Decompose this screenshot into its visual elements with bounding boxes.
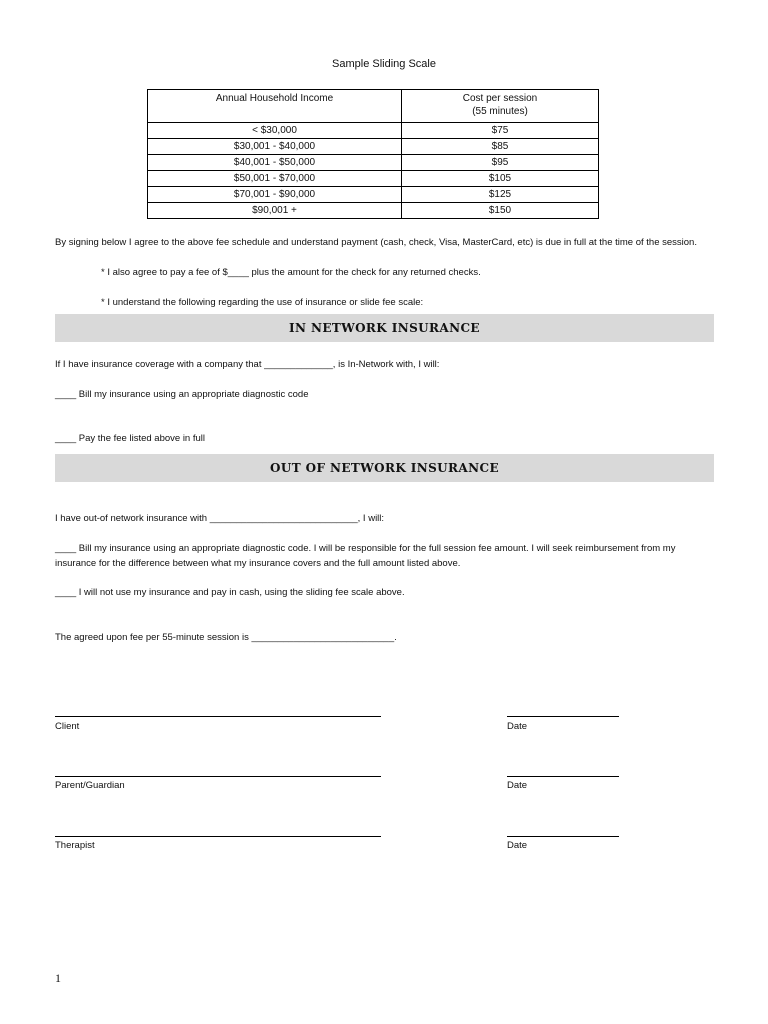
agreement-statement: By signing below I agree to the above fee schedule and understand payment (cash, check, Visa, MasterCard, etc) is due in full at the time of the session. [55, 237, 697, 248]
cost-cell: $125 [402, 187, 599, 203]
in-network-option-bill[interactable]: ____ Bill my insurance using an appropriate diagnostic code [55, 389, 309, 400]
cost-cell: $150 [402, 203, 599, 219]
guardian-label: Parent/Guardian [55, 780, 125, 791]
therapist-label: Therapist [55, 840, 95, 851]
returned-check-clause[interactable]: * I also agree to pay a fee of $____ plus the amount for the check for any returned checks. [101, 267, 481, 278]
cost-cell: $85 [402, 139, 599, 155]
income-cell: < $30,000 [148, 123, 402, 139]
table-row [148, 155, 599, 171]
client-date-line[interactable] [507, 716, 619, 717]
table-header-row [148, 90, 599, 123]
income-column-header: Annual Household Income [148, 90, 402, 123]
in-network-intro[interactable]: If I have insurance coverage with a company that _____________, is In-Network with, I will: [55, 359, 440, 370]
cost-cell: $105 [402, 171, 599, 187]
out-network-intro[interactable]: I have out-of network insurance with ____________________________, I will: [55, 513, 385, 524]
therapist-date-label: Date [507, 840, 528, 851]
guardian-date-label: Date [507, 780, 528, 791]
insurance-intro: * I understand the following regarding the use of insurance or slide fee scale: [101, 297, 424, 308]
income-cell: $40,001 - $50,000 [148, 155, 402, 171]
income-cell: $30,001 - $40,000 [148, 139, 402, 155]
client-date-label: Date [507, 721, 528, 732]
therapist-date-line[interactable] [507, 836, 619, 837]
cost-header-line1: Cost per session [462, 93, 538, 104]
income-cell: $70,001 - $90,000 [148, 187, 402, 203]
out-network-option-cash[interactable]: ____ I will not use my insurance and pay in cash, using the sliding fee scale above. [55, 587, 405, 598]
client-label: Client [55, 721, 80, 732]
agreed-fee-line[interactable]: The agreed upon fee per 55-minute session is ___________________________. [55, 632, 397, 643]
in-network-heading: IN NETWORK INSURANCE [55, 314, 714, 342]
client-signature-line[interactable] [55, 716, 381, 717]
therapist-signature-line[interactable] [55, 836, 381, 837]
income-cell: $50,001 - $70,000 [148, 171, 402, 187]
cost-cell: $75 [402, 123, 599, 139]
sliding-scale-table [147, 89, 599, 219]
guardian-signature-line[interactable] [55, 776, 381, 777]
out-network-option-bill-line2: insurance for the difference between what my insurance covers and the full amount listed above. [55, 558, 461, 569]
cost-column-header [402, 90, 599, 123]
table-row [148, 187, 599, 203]
table-row [148, 171, 599, 187]
out-network-option-bill-line1[interactable]: ____ Bill my insurance using an appropriate diagnostic code. I will be responsible for the full session fee amount. I will seek reimbursement from my [55, 543, 676, 554]
table-row [148, 139, 599, 155]
table-row [148, 203, 599, 219]
out-network-heading: OUT OF NETWORK INSURANCE [55, 454, 714, 482]
page-title: Sample Sliding Scale [332, 58, 436, 70]
table-row [148, 123, 599, 139]
cost-header-line2: (55 minutes) [472, 106, 528, 117]
cost-cell: $95 [402, 155, 599, 171]
guardian-date-line[interactable] [507, 776, 619, 777]
in-network-option-pay[interactable]: ____ Pay the fee listed above in full [55, 433, 205, 444]
income-cell: $90,001 + [148, 203, 402, 219]
page-number: 1 [55, 971, 61, 985]
